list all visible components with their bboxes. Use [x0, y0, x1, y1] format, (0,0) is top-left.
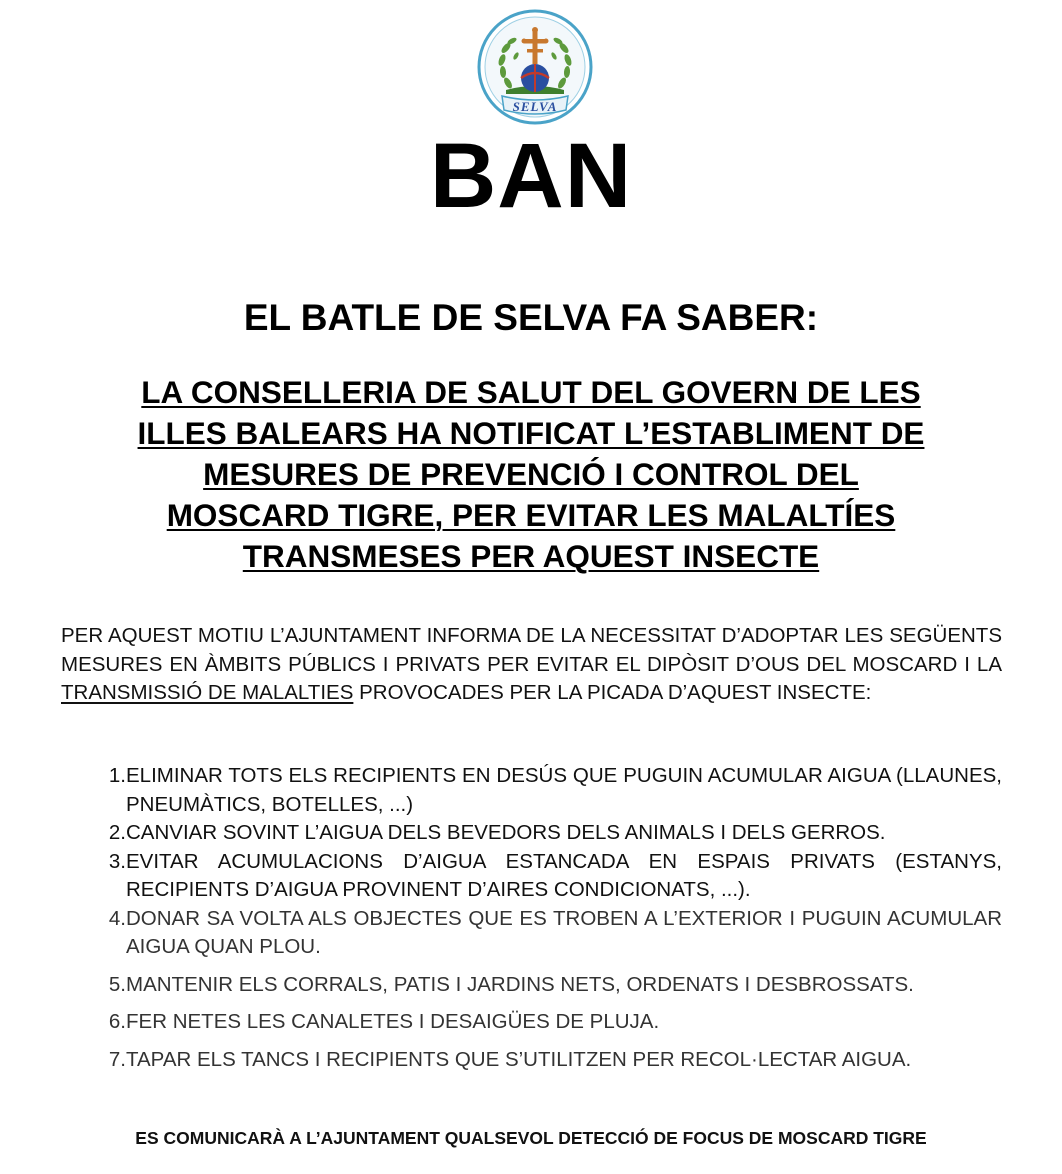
list-item-text: CANVIAR SOVINT L’AIGUA DELS BEVEDORS DELS ANIMALS I DELS GERROS. [126, 821, 886, 844]
intro-text-end: PROVOCADES PER LA PICADA D’AQUEST INSECTE: [353, 681, 872, 704]
intro-text: PER AQUEST MOTIU L’AJUNTAMENT INFORMA DE LA NECESSITAT D’ADOPTAR LES SEGÜENTS MESURES EN ÀMBITS PÚBLICS I PRIVATS PER EVITAR EL DIPÒSIT D’OUS DEL MOSCARD I LA [61, 624, 1002, 676]
announcement-heading: EL BATLE DE SELVA FA SABER: [243, 297, 819, 338]
list-item-text: ELIMINAR TOTS ELS RECIPIENTS EN DESÚS QUE PUGUIN ACUMULAR AIGUA (LLAUNES, PNEUMÀTICS, BOTELLES, ...) [126, 764, 1002, 816]
subheading-line: TRANSMESES PER AQUEST INSECTE [242, 538, 820, 574]
announcement-subheading [60, 372, 1002, 577]
list-item [86, 1046, 1002, 1075]
list-item-number: 3. [108, 849, 126, 873]
intro-underlined-text: TRANSMISSIÓ DE MALALTIES [61, 681, 354, 704]
list-item-text: DONAR SA VOLTA ALS OBJECTES QUE ES TROBEN A L’EXTERIOR I PUGUIN ACUMULAR AIGUA QUAN PLOU. [126, 906, 1002, 958]
list-item-text: FER NETES LES CANALETES I DESAIGÜES DE PLUJA. [126, 1010, 660, 1033]
list-item-number: 4. [108, 906, 126, 930]
list-item [86, 971, 1002, 1000]
subheading-line: ILLES BALEARS HA NOTIFICAT L’ESTABLIMENT DE [137, 415, 925, 451]
intro-paragraph [61, 622, 1002, 708]
subheading-line: LA CONSELLERIA DE SALUT DEL GOVERN DE LES [141, 374, 921, 410]
list-item-number: 2. [108, 821, 126, 844]
subheading-line: MOSCARD TIGRE, PER EVITAR LES MALALTÍES [166, 497, 896, 533]
list-item-number: 5. [108, 972, 126, 996]
seal-text: SELVA [512, 99, 558, 114]
page-title: BAN [429, 125, 633, 227]
footer-notice: ES COMUNICARÀ A L’AJUNTAMENT QUALSEVOL DETECCIÓ DE FOCUS DE MOSCARD TIGRE [135, 1128, 927, 1148]
list-item-text: MANTENIR ELS CORRALS, PATIS I JARDINS NETS, ORDENATS I DESBROSSATS. [126, 972, 914, 996]
list-item-text: EVITAR ACUMULACIONS D’AIGUA ESTANCADA EN ESPAIS PRIVATS (ESTANYS, RECIPIENTS D’AIGUA PROVINENT D’AIRES CONDICIONATS, ...). [126, 849, 1002, 901]
list-item [86, 905, 1002, 962]
town-seal-logo [476, 8, 594, 126]
list-item [86, 848, 1002, 905]
list-item-number: 1. [108, 764, 126, 787]
list-item-number: 6. [108, 1010, 126, 1033]
list-item [86, 762, 1002, 819]
list-item [86, 1008, 1002, 1037]
list-item-number: 7. [108, 1047, 126, 1071]
list-item-text: TAPAR ELS TANCS I RECIPIENTS QUE S’UTILITZEN PER RECOL·LECTAR AIGUA. [126, 1047, 912, 1071]
measures-list [86, 762, 1002, 1074]
subheading-line: MESURES DE PREVENCIÓ I CONTROL DEL [203, 456, 859, 492]
list-item [86, 819, 1002, 848]
